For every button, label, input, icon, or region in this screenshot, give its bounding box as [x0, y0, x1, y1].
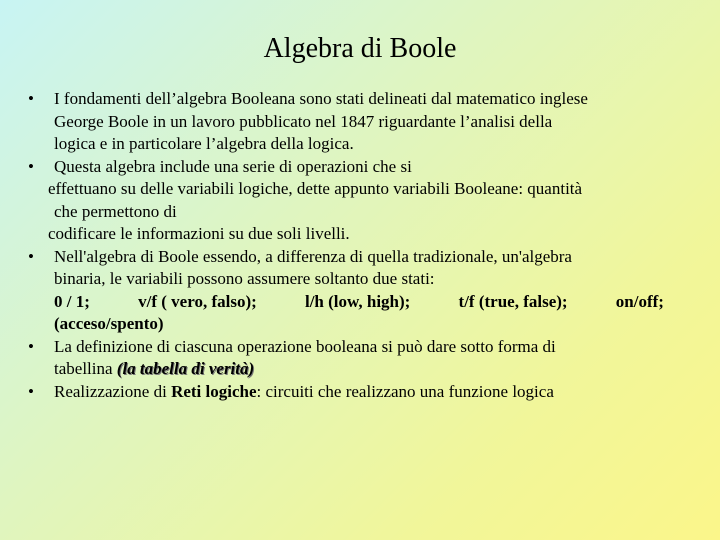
state-pair: 0 / 1;	[54, 291, 90, 311]
bullet-icon: •	[28, 89, 34, 108]
text-line: binaria, le variabili possono assumere soltanto due stati:	[54, 269, 435, 288]
bullet-icon: •	[28, 336, 34, 356]
bullet-item	[28, 336, 698, 381]
bullet-list	[28, 88, 698, 403]
text-fragment: tabellina	[54, 359, 117, 378]
state-pair: l/h (low, high);	[304, 291, 411, 311]
text-line: (acceso/spento)	[54, 314, 164, 333]
state-pair: v/f ( vero, falso);	[138, 291, 257, 311]
state-pairs-row	[54, 291, 664, 314]
text-line: che permettono di	[54, 201, 177, 221]
text-line: Questa algebra include una serie di operazioni che si	[54, 156, 412, 176]
bullet-item	[28, 246, 698, 336]
text-line: codificare le informazioni su due soli livelli.	[48, 224, 350, 243]
text-line: George Boole in un lavoro pubblicato nel 1847 riguardante l’analisi della	[54, 111, 553, 131]
bullet-icon: •	[28, 381, 34, 401]
text-line: logica e in particolare l’algebra della logica.	[54, 134, 354, 153]
truth-table-emphasis: (la tabella di verità)	[116, 359, 255, 378]
text-line	[54, 381, 698, 404]
reti-logiche-bold: Reti logiche	[171, 381, 257, 401]
bullet-item	[28, 381, 698, 404]
text-line	[54, 358, 698, 381]
slide-title: Algebra di Boole	[263, 33, 457, 64]
text-line: La definizione di ciascuna operazione booleana si può dare sotto forma di	[54, 336, 556, 356]
text-line: I fondamenti dell’algebra Booleana sono stati delineati dal matematico inglese	[54, 89, 588, 108]
bullet-item	[28, 88, 698, 156]
bullet-icon: •	[28, 246, 34, 266]
bullet-icon: •	[28, 156, 34, 176]
state-pair: t/f (true, false);	[458, 291, 568, 311]
text-line: Nell'algebra di Boole essendo, a differenza di quella tradizionale, un'algebra	[54, 246, 572, 266]
state-pair: on/off;	[615, 291, 664, 311]
text-line: effettuano su delle variabili logiche, dette appunto variabili Booleane: quantità	[48, 179, 583, 198]
text-fragment: : circuiti che realizzano una funzione logica	[256, 381, 554, 401]
bullet-item	[28, 156, 698, 246]
text-fragment: Realizzazione di	[54, 381, 172, 401]
